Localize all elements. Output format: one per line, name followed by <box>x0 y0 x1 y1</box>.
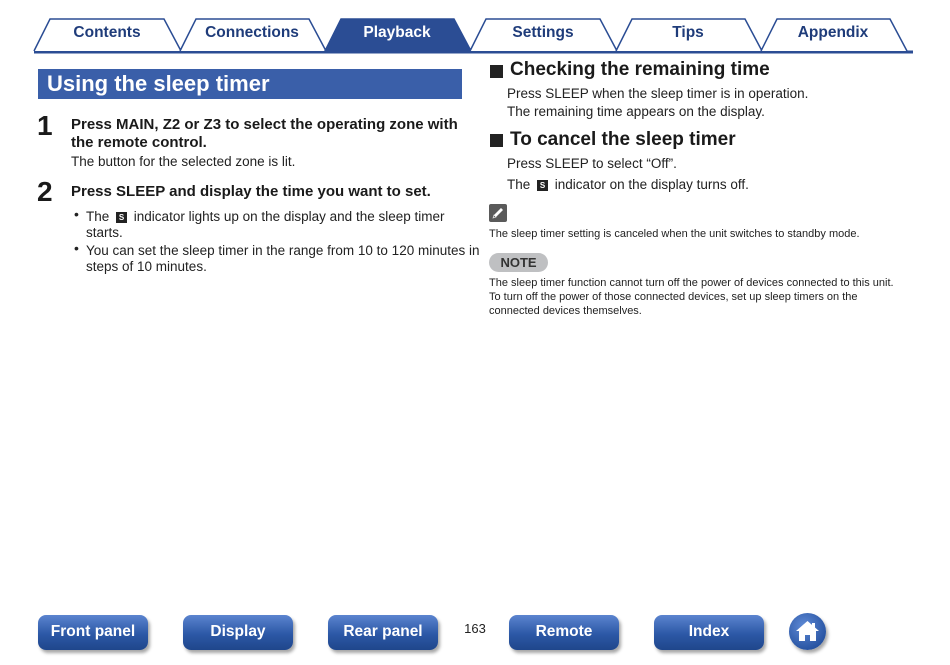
note-label: NOTE <box>489 253 548 272</box>
bullet-dot: • <box>74 206 79 222</box>
step-1-heading-line1: Press MAIN, Z2 or Z3 to select the operating zone with <box>71 116 458 133</box>
sleep-indicator-icon: S <box>116 212 127 223</box>
bullet-1-pre: The <box>86 209 110 224</box>
sleep-indicator-icon: S <box>537 180 548 191</box>
tab-contents[interactable]: Contents <box>73 24 141 41</box>
front-panel-button[interactable]: Front panel <box>38 615 148 650</box>
tab-playback[interactable]: Playback <box>363 24 431 41</box>
bullet-dot: • <box>74 240 79 256</box>
step-2-heading: Press SLEEP and display the time you want to set. <box>71 183 431 200</box>
step-1-body: The button for the selected zone is lit. <box>71 154 296 169</box>
step-2-bullet-2-line1: You can set the sleep timer in the range from 10 to 120 minutes in <box>86 243 480 258</box>
remote-button[interactable]: Remote <box>509 615 619 650</box>
step-2-bullet-2-line2: steps of 10 minutes. <box>86 259 207 274</box>
page-title: Using the sleep timer <box>47 71 270 96</box>
tab-settings[interactable]: Settings <box>512 24 574 41</box>
tip-text: The sleep timer setting is canceled when the unit switches to standby mode. <box>489 228 860 240</box>
step-2-number: 2 <box>37 176 53 207</box>
index-button[interactable]: Index <box>654 615 764 650</box>
note-line-2: To turn off the power of those connected devices, set up sleep timers on the <box>489 291 858 303</box>
step-2-bullet-1 <box>86 208 444 225</box>
tab-tips[interactable]: Tips <box>672 24 704 41</box>
display-button[interactable]: Display <box>183 615 293 650</box>
section-checking-line2: The remaining time appears on the display. <box>507 104 765 119</box>
section-marker-icon <box>490 134 503 147</box>
tab-appendix[interactable]: Appendix <box>797 24 869 41</box>
cancel-line2-post: indicator on the display turns off. <box>554 177 749 192</box>
tab-connections[interactable]: Connections <box>205 24 299 41</box>
step-1-heading-line2: the remote control. <box>71 134 207 151</box>
section-checking-heading: Checking the remaining time <box>510 59 770 80</box>
section-checking-line1: Press SLEEP when the sleep timer is in operation. <box>507 86 809 101</box>
step-2-bullet-1-line2: starts. <box>86 225 123 240</box>
home-icon <box>789 613 826 650</box>
note-line-1: The sleep timer function cannot turn off the power of devices connected to this unit. <box>489 277 894 289</box>
section-cancel-heading: To cancel the sleep timer <box>510 129 736 150</box>
home-button[interactable] <box>789 613 826 650</box>
section-cancel-line1: Press SLEEP to select “Off”. <box>507 156 677 171</box>
section-cancel-line2 <box>507 176 749 193</box>
page-number: 163 <box>464 621 486 636</box>
rear-panel-button[interactable]: Rear panel <box>328 615 438 650</box>
pencil-icon <box>489 204 507 222</box>
bullet-1-post: indicator lights up on the display and the sleep timer <box>133 209 445 224</box>
note-line-3: connected devices themselves. <box>489 305 642 317</box>
cancel-line2-pre: The <box>507 177 531 192</box>
page-title-bar <box>38 69 462 99</box>
step-1-number: 1 <box>37 110 53 141</box>
tab-bar <box>0 0 950 56</box>
section-marker-icon <box>490 65 503 78</box>
